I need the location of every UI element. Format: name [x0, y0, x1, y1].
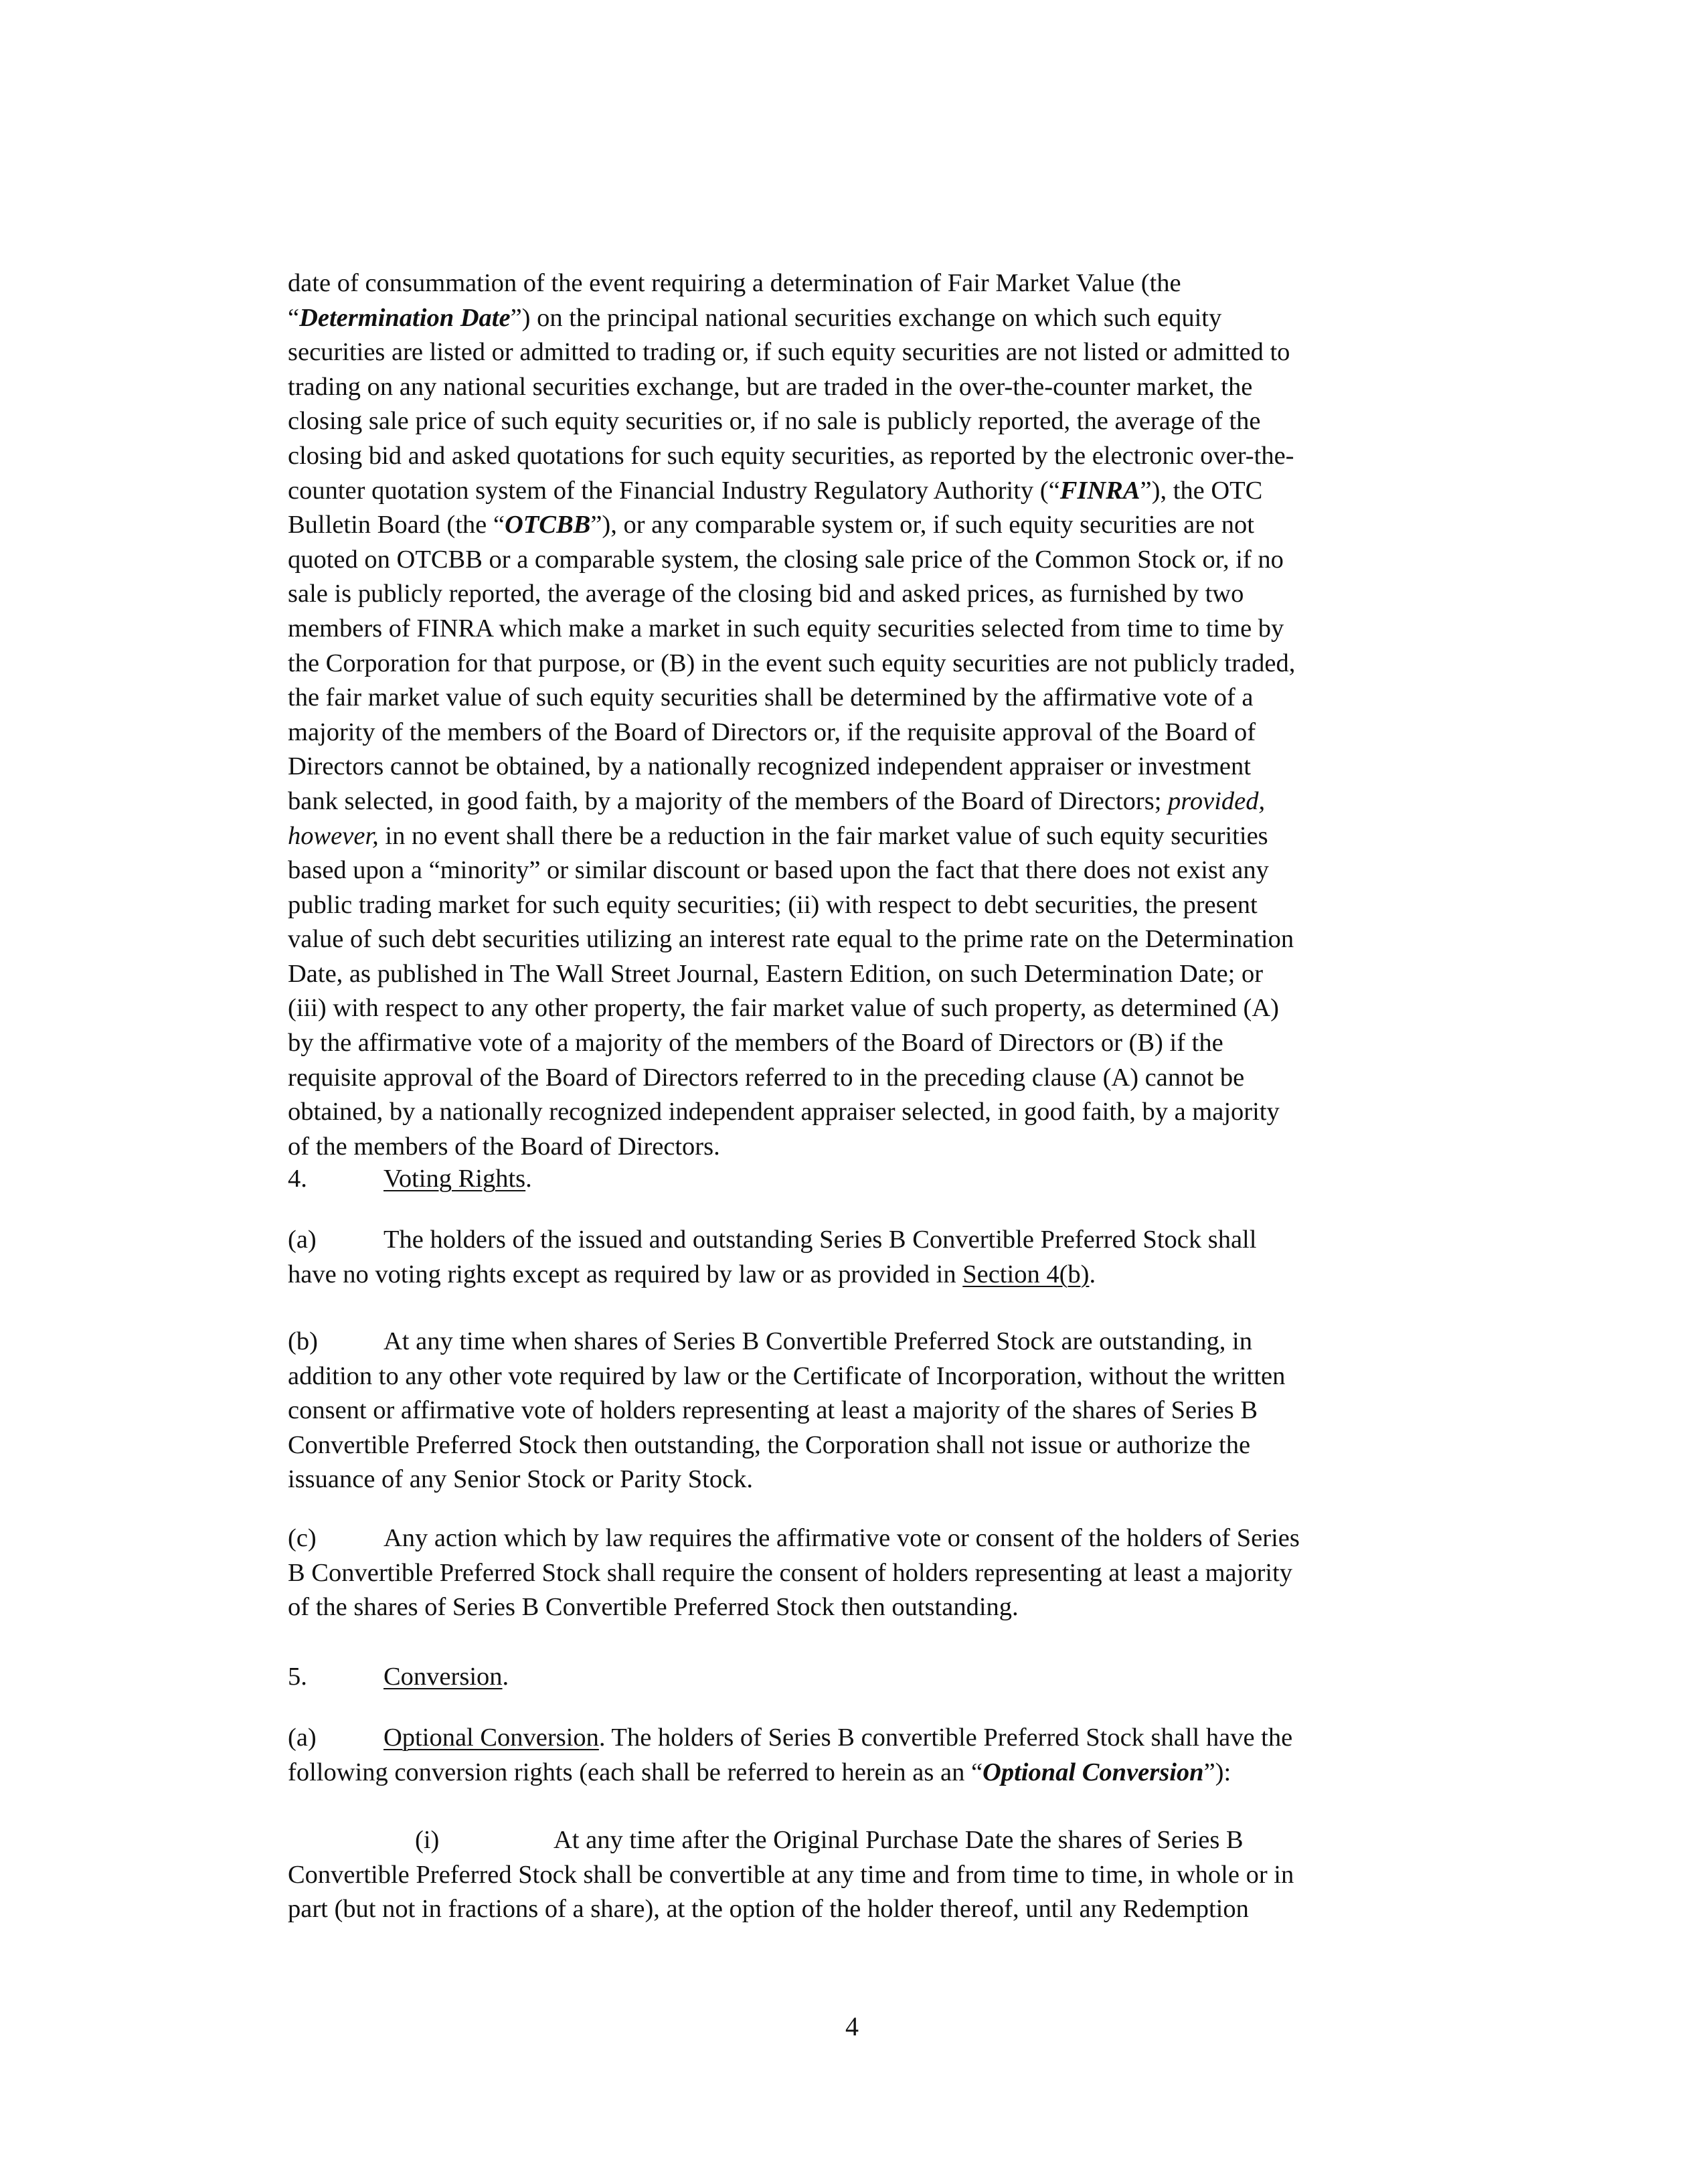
text-segment: the Corporation for that purpose, or (B) in the event such equity securities are not publicly traded,: [288, 649, 1296, 677]
text-line: [288, 1892, 1426, 1927]
text-line: [288, 1756, 1426, 1790]
paragraph-5a: [288, 1721, 1426, 1790]
section-number: 4.: [288, 1165, 307, 1193]
section-5-heading: [288, 1660, 1426, 1695]
text-line: [288, 1521, 1426, 1556]
item-label: (i): [415, 1826, 440, 1854]
item-label: (b): [288, 1327, 318, 1355]
text-segment: ”), the OTC: [1140, 476, 1263, 505]
text-segment: Section 4(b): [962, 1260, 1090, 1288]
text-line: [288, 1026, 1426, 1061]
text-segment: Optional Conversion: [983, 1758, 1204, 1786]
text-segment: quoted on OTCBB or a comparable system, the closing sale price of the Common Stock or, if no: [288, 545, 1284, 574]
text-segment: part (but not in fractions of a share), at the option of the holder thereof, until any Redemption: [288, 1895, 1249, 1924]
text-line: [288, 1823, 1426, 1858]
text-line: [288, 474, 1426, 509]
text-segment: Convertible Preferred Stock then outstanding, the Corporation shall not issue or authorize the: [288, 1430, 1251, 1459]
text-line: [288, 404, 1426, 439]
text-segment: closing sale price of such equity securities or, if no sale is publicly reported, the average of the: [288, 407, 1261, 436]
text-segment: however,: [288, 821, 379, 850]
text-segment: At any time when shares of Series B Convertible Preferred Stock are outstanding, in: [384, 1327, 1252, 1355]
text-segment: provided,: [1168, 786, 1266, 815]
item-label: (c): [288, 1524, 317, 1552]
text-line: [288, 508, 1426, 543]
text-line: [288, 1095, 1426, 1130]
text-line: [288, 681, 1426, 716]
text-line: [288, 991, 1426, 1026]
text-segment: following conversion rights (each shall be referred to herein as an “: [288, 1758, 983, 1786]
text-segment: Date, as published in The Wall Street Journal, Eastern Edition, on such Determination Date; or: [288, 959, 1264, 988]
text-segment: of the shares of Series B Convertible Preferred Stock then outstanding.: [288, 1593, 1019, 1622]
text-segment: addition to any other vote required by law or the Certificate of Incorporation, without the written: [288, 1361, 1286, 1390]
text-segment: “: [288, 303, 300, 332]
text-segment: date of consummation of the event requiring a determination of Fair Market Value (the: [288, 269, 1181, 297]
text-segment: . The holders of Series B convertible Preferred Stock shall have the: [598, 1724, 1293, 1752]
text-segment: (iii) with respect to any other property, the fair market value of such property, as determined (A): [288, 994, 1279, 1023]
heading-period: .: [502, 1663, 509, 1691]
text-line: [288, 888, 1426, 923]
paragraph-5a-i: [288, 1823, 1426, 1927]
text-line: [288, 543, 1426, 578]
text-line: [288, 1428, 1426, 1463]
text-segment: members of FINRA which make a market in such equity securities selected from time to time by: [288, 614, 1284, 643]
text-line: [288, 335, 1426, 370]
section-title: Conversion: [384, 1663, 503, 1691]
text-line: [288, 1462, 1426, 1497]
text-segment: Any action which by law requires the affirmative vote or consent of the holders of Series: [384, 1524, 1300, 1552]
text-segment: ”), or any comparable system or, if such equity securities are not: [590, 511, 1254, 539]
heading-period: .: [525, 1165, 532, 1193]
text-line: [288, 1721, 1426, 1756]
text-segment: Optional Conversion: [384, 1724, 599, 1752]
text-line: [288, 1556, 1426, 1591]
text-line: [288, 750, 1426, 784]
text-line: [288, 1258, 1426, 1292]
paragraph-4c: [288, 1521, 1426, 1625]
text-line: [288, 301, 1426, 336]
text-line: [288, 1858, 1426, 1893]
text-segment: The holders of the issued and outstanding Series B Convertible Preferred Stock shall: [384, 1226, 1257, 1254]
text-segment: OTCBB: [504, 511, 591, 539]
text-segment: FINRA: [1059, 476, 1140, 505]
text-line: [288, 716, 1426, 750]
text-line: [288, 647, 1426, 681]
paragraph-4a: [288, 1223, 1426, 1292]
paragraph-4b: [288, 1325, 1426, 1497]
text-segment: At any time after the Original Purchase Date the shares of Series B: [553, 1826, 1244, 1854]
text-line: [288, 612, 1426, 647]
text-line: [288, 1590, 1426, 1625]
text-segment: Bulletin Board (the “: [288, 511, 505, 539]
text-segment: [384, 1721, 1292, 1756]
text-line: [288, 439, 1426, 474]
text-line: [288, 853, 1426, 888]
text-segment: bank selected, in good faith, by a majority of the members of the Board of Directors;: [288, 786, 1169, 815]
text-segment: B Convertible Preferred Stock shall require the consent of holders representing at least a majority: [288, 1558, 1293, 1587]
text-segment: trading on any national securities exchange, but are traded in the over-the-counter market, the: [288, 372, 1253, 401]
text-segment: of the members of the Board of Directors.: [288, 1132, 720, 1161]
text-segment: public trading market for such equity securities; (ii) with respect to debt securities, the present: [288, 890, 1258, 919]
paragraph-fair-market-value: [288, 266, 1426, 1164]
text-segment: ”) on the principal national securities exchange on which such equity: [510, 303, 1222, 332]
text-line: [288, 784, 1426, 819]
page-number: 4: [845, 2011, 859, 2041]
text-line: [288, 1061, 1426, 1096]
text-segment: .: [1089, 1260, 1096, 1288]
text-segment: closing bid and asked quotations for such equity securities, as reported by the electronic over-the-: [288, 441, 1294, 470]
text-segment: Convertible Preferred Stock shall be convertible at any time and from time to time, in whole or in: [288, 1860, 1294, 1889]
item-label: (a): [288, 1724, 317, 1752]
text-line: [288, 1325, 1426, 1359]
text-line: [288, 819, 1426, 854]
text-segment: the fair market value of such equity securities shall be determined by the affirmative vote of a: [288, 683, 1254, 712]
item-label: (a): [288, 1226, 317, 1254]
text-segment: securities are listed or admitted to trading or, if such equity securities are not listed or admitted to: [288, 338, 1290, 367]
section-number: 5.: [288, 1663, 307, 1691]
text-line: [288, 370, 1426, 405]
text-line: [288, 577, 1426, 612]
text-segment: consent or affirmative vote of holders representing at least a majority of the shares of Series B: [288, 1396, 1258, 1425]
text-line: [288, 1359, 1426, 1394]
text-segment: sale is publicly reported, the average of the closing bid and asked prices, as furnished by two: [288, 580, 1244, 608]
text-segment: have no voting rights except as required by law or as provided in: [288, 1260, 963, 1288]
text-segment: value of such debt securities utilizing an interest rate equal to the prime rate on the Determination: [288, 925, 1294, 954]
text-segment: by the affirmative vote of a majority of the members of the Board of Directors or (B) if the: [288, 1029, 1223, 1058]
text-segment: requisite approval of the Board of Directors referred to in the preceding clause (A) cannot be: [288, 1063, 1245, 1092]
text-segment: obtained, by a nationally recognized independent appraiser selected, in good faith, by a majority: [288, 1098, 1280, 1126]
text-segment: Directors cannot be obtained, by a nationally recognized independent appraiser or investment: [288, 752, 1251, 781]
text-segment: ”):: [1203, 1758, 1231, 1786]
text-line: [288, 1130, 1426, 1165]
text-line: [288, 1223, 1426, 1258]
text-segment: Determination Date: [299, 303, 511, 332]
section-4-heading: [288, 1162, 1426, 1197]
text-segment: counter quotation system of the Financial Industry Regulatory Authority (“: [288, 476, 1060, 505]
text-line: [288, 922, 1426, 957]
text-segment: issuance of any Senior Stock or Parity Stock.: [288, 1465, 754, 1494]
text-line: [288, 266, 1426, 301]
text-line: [288, 1394, 1426, 1428]
text-segment: based upon a “minority” or similar discount or based upon the fact that there does not exist any: [288, 856, 1269, 885]
text-segment: majority of the members of the Board of Directors or, if the requisite approval of the Board of: [288, 718, 1256, 746]
section-title: Voting Rights: [384, 1165, 526, 1193]
text-line: [288, 957, 1426, 992]
text-segment: in no event shall there be a reduction in the fair market value of such equity securities: [378, 821, 1268, 850]
